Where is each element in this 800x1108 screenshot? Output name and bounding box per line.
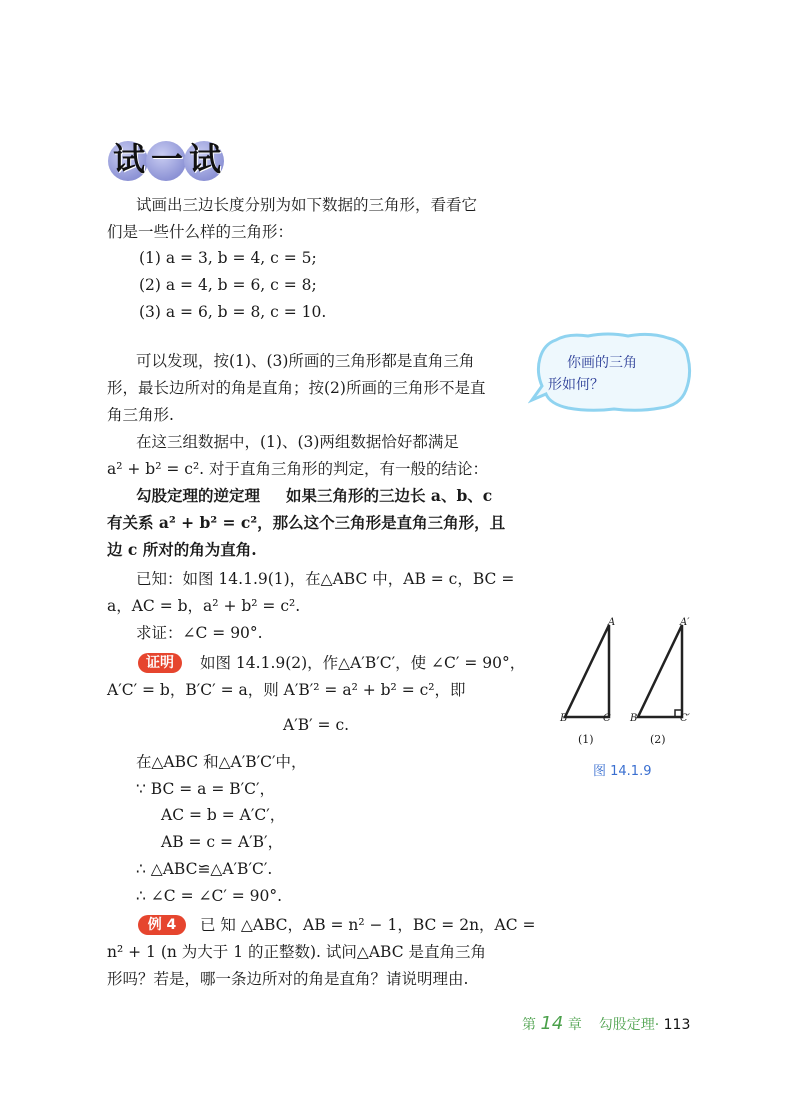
figure-label-b: B [560,713,568,724]
example-line-3: 形吗？若是，哪一条边所对的角是直角？请说明理由. [107,970,469,988]
try-intro-2: 们是一些什么样的三角形： [107,223,294,241]
discovery-p1-1: 可以发现，按(1)、(3)所画的三角形都是直角三角 [136,352,475,370]
example-badge: 例 4 [138,915,186,935]
try-item-3: (3) a = 6, b = 8, c = 10. [139,303,327,321]
example-line-2: n² + 1 (n 为大于 1 的正整数). 试问△ABC 是直角三角 [107,943,486,961]
chapter-suffix: 章 [567,1017,582,1033]
figure-label-a: A [608,617,616,628]
figure-label-c: C [603,713,611,724]
try-item-2: (2) a = 4, b = 6, c = 8; [139,276,317,294]
figure-label-a-prime: A′ [680,617,690,628]
theorem-line-3: 边 c 所对的角为直角. [107,540,257,559]
triangle-2 [638,625,682,717]
discovery-p1-3: 角三角形. [107,406,174,424]
theorem-name: 勾股定理的逆定理 [136,486,261,505]
chapter-number: 14 [540,1013,564,1034]
proof-line-2: A′C′ = b，B′C′ = a，则 A′B′² = a² + b² = c²，即 [107,681,466,699]
chapter-title: 勾股定理· [598,1017,660,1033]
try-item-1: (1) a = 3, b = 4, c = 5; [139,249,317,267]
heading-char-1: 试 [113,140,146,178]
side-note-line-2: 形如何？ [548,377,604,393]
figure-triangles [555,615,705,750]
discovery-p2-1: 在这三组数据中，(1)、(3)两组数据恰好都满足 [136,433,459,451]
triangle-1 [565,625,609,717]
prove-line: 求证：∠C = 90°. [136,624,263,642]
heading-char-2: 一 [151,140,184,178]
theorem-text-1: 如果三角形的三边长 a、b、c [286,486,493,505]
proof-line-6: AC = b = A′C′， [161,806,286,824]
page-number: 113 [663,1017,691,1033]
discovery-p2-2: a² + b² = c². 对于直角三角形的判定，有一般的结论： [107,460,489,478]
proof-line-4: 在△ABC 和△A′B′C′中， [136,753,307,771]
proof-line-8: ∴ △ABC≌△A′B′C′. [136,860,273,878]
page-footer [522,1013,690,1034]
proof-line-3: A′B′ = c. [283,716,350,734]
try-intro-1: 试画出三边长度分别为如下数据的三角形，看看它 [136,196,478,214]
given-line-1: 已知：如图 14.1.9(1)，在△ABC 中，AB = c，BC = [136,570,515,588]
figure-caption-2: (2) [650,733,666,746]
proof-line-9: ∴ ∠C = ∠C′ = 90°. [136,887,283,905]
discovery-p1-2: 形，最长边所对的角是直角；按(2)所画的三角形不是直 [107,379,486,397]
example-line-1: 已 知 △ABC，AB = n² − 1，BC = 2n，AC = [200,916,536,934]
figure-label-b-prime: B′ [630,713,640,724]
figure-title: 图 14.1.9 [593,764,652,779]
figure-caption-1: (1) [578,733,594,746]
proof-badge: 证明 [138,653,182,673]
figure-label-c-prime: C′ [680,713,690,724]
side-note-line-1: 你画的三角 [567,355,637,371]
proof-line-7: AB = c = A′B′， [161,833,284,851]
proof-line-1: 如图 14.1.9(2)，作△A′B′C′，使 ∠C′ = 90°， [200,654,526,672]
given-line-2: a，AC = b，a² + b² = c². [107,597,301,615]
heading-char-3: 试 [189,140,222,178]
theorem-line-1 [136,484,492,508]
proof-line-5: ∵ BC = a = B′C′， [136,780,276,798]
chapter-prefix: 第 [522,1017,536,1033]
theorem-line-2: 有关系 a² + b² = c²，那么这个三角形是直角三角形，且 [107,513,506,532]
